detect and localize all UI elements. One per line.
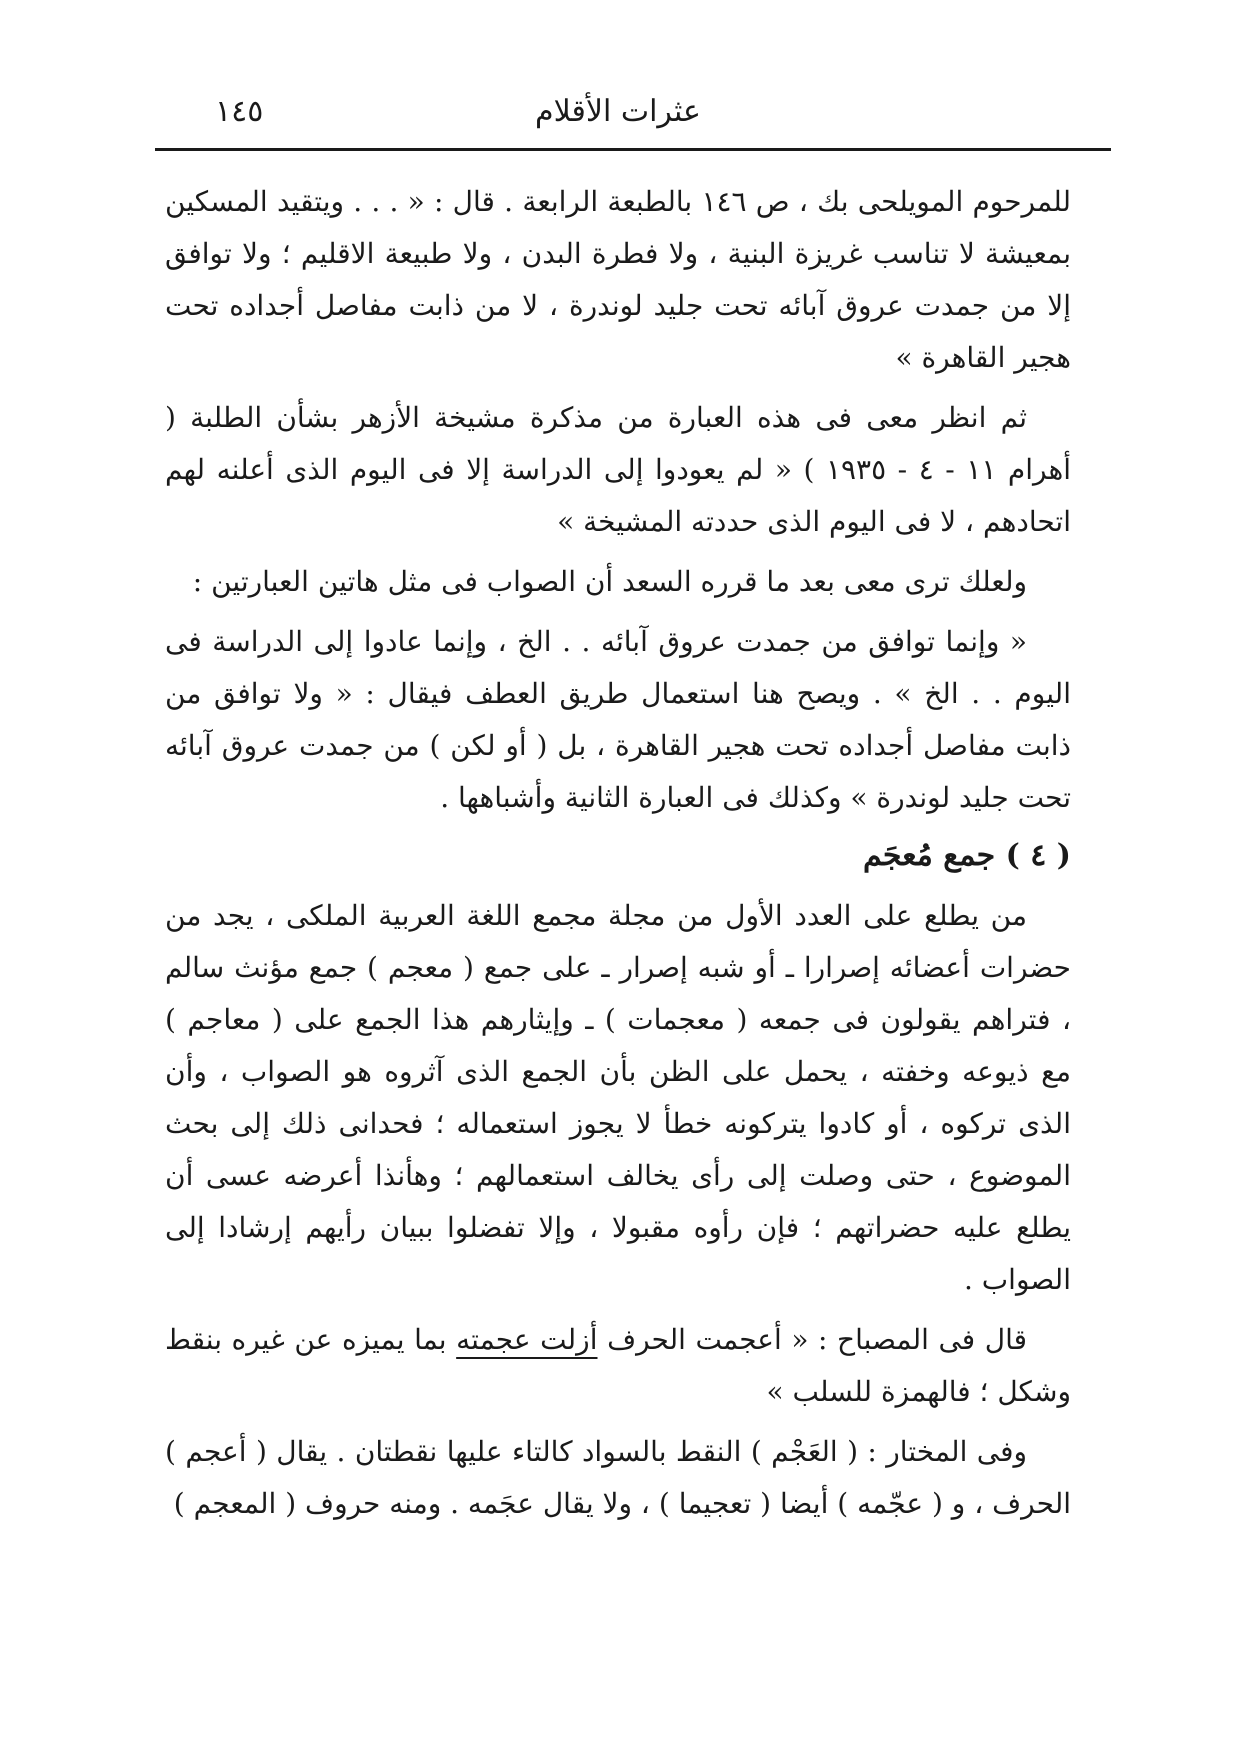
header-rule [155, 148, 1111, 152]
paragraph-quote-muwaylihi: للمرحوم المويلحى بك ، ص ١٤٦ بالطبعة الرابعة . قال : « . . . ويتقيد المسكين بمعيشة لا تناسب غريزة البنية ، ولا فطرة البدن ، ولا طبيعة الاقليم ؛ ولا توافق إلا من جمدت عروق آبائه تحت جليد لوندرة ، لا من ذابت مفاصل أجداده تحت هجير القاهرة » [165, 185, 1071, 374]
page-header [165, 88, 1071, 144]
page-number: ١٤٥ [215, 94, 264, 129]
running-title: عثرات الأقلام [535, 94, 701, 129]
paragraph-academy-plural: من يطلع على العدد الأول من مجلة مجمع اللغة العربية الملكى ، يجد من حضرات أعضائه إصرارا ـ أو شبه إصرار ـ على جمع ( معجم ) جمع مؤنث سالم ، فتراهم يقولون فى جمعه ( معجمات ) ـ وإيثارهم هذا الجمع على ( معاجم ) مع ذيوعه وخفته ، يحمل على الظن بأن الجمع الذى آثروه هو الصواب ، وأن الذى تركوه ، أو كادوا يتركونه خطأ لا يجوز استعماله ؛ فحدانى ذلك إلى بحث الموضوع ، حتى وصلت إلى رأى يخالف استعمالهم ؛ وهأنذا أعرضه عسى أن يطلع عليه حضراتهم ؛ فإن رأوه مقبولا ، وإلا تفضلوا ببيان رأيهم إرشادا إلى الصواب . [165, 899, 1071, 1296]
misbah-quote-start: قال فى المصباح : « أعجمت الحرف [597, 1323, 1028, 1356]
misbah-underlined-phrase: أزلت عجمته [456, 1323, 598, 1356]
paragraph-azhar-note: ثم انظر معى فى هذه العبارة من مذكرة مشيخة الأزهر بشأن الطلبة ( أهرام ١١ - ٤ - ١٩٣٥ ) « لم يعودوا إلى الدراسة إلا فى اليوم الذى أعلنه لهم اتحادهم ، لا فى اليوم الذى حددته المشيخة » [165, 401, 1072, 538]
paragraph-mukhtar-quote: وفى المختار : ( العَجْم ) النقط بالسواد كالتاء عليها نقطتان . يقال ( أعجم ) الحرف ، و ( عجّمه ) أيضا ( تعجيما ) ، ولا يقال عجَمه . ومنه حروف ( المعجم ) [165, 1435, 1071, 1520]
section-heading: ( ٤ ) جمع مُعجَم [862, 838, 1071, 873]
page-body [165, 176, 1071, 1530]
paragraph-correct-form-intro: ولعلك ترى معى بعد ما قرره السعد أن الصواب فى مثل هاتين العبارتين : [192, 565, 1027, 598]
paragraph-correct-form: « وإنما توافق من جمدت عروق آبائه . . الخ ، وإنما عادوا إلى الدراسة فى اليوم . . الخ » . ويصح هنا استعمال طريق العطف فيقال : « ولا توافق من ذابت مفاصل أجداده تحت هجير القاهرة ، بل ( أو لكن ) من جمدت عروق آبائه تحت جليد لوندرة » وكذلك فى العبارة الثانية وأشباهها . [165, 625, 1071, 814]
header-rule-line [155, 148, 1111, 151]
misbah-quote-end: بما يميزه عن غيره بنقط وشكل ؛ فالهمزة للسلب » [165, 1323, 1071, 1408]
paragraph-misbah-quote [165, 1314, 1071, 1418]
